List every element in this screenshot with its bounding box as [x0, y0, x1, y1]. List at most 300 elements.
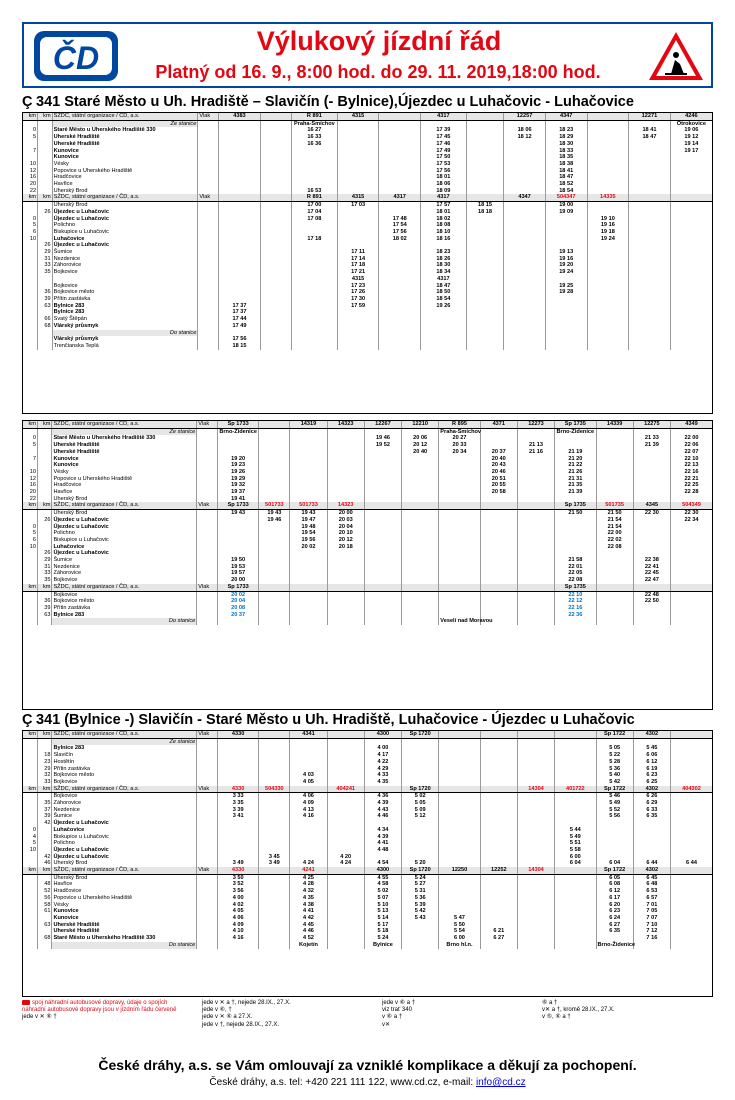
time-cell [439, 888, 480, 895]
time-cell [260, 316, 291, 323]
time-cell [402, 537, 439, 544]
timetable-row [23, 766, 712, 773]
train-number-cell: Sp 1735 [555, 584, 596, 591]
timetable-row [23, 598, 712, 605]
time-cell [633, 489, 670, 496]
time-cell: 4 43 [364, 807, 401, 814]
time-cell: 6 23 [596, 908, 633, 915]
time-cell [337, 134, 379, 141]
time-cell [504, 168, 546, 175]
time-cell [439, 738, 480, 745]
km-cell: km [23, 421, 37, 428]
train-label-cell [198, 289, 219, 296]
time-cell [364, 854, 401, 861]
time-cell: 5 52 [596, 807, 633, 814]
time-cell [439, 874, 480, 881]
time-cell: 5 42 [596, 779, 633, 786]
station-cell: Bylnice 283 [52, 309, 198, 316]
train-number-cell: 504349 [670, 502, 712, 509]
station-cell: Záhorovice [52, 262, 198, 269]
train-number-cell [290, 786, 327, 793]
time-cell [259, 942, 290, 949]
train-label-cell [198, 249, 219, 256]
time-cell [629, 202, 671, 209]
time-cell [259, 577, 290, 584]
time-cell [439, 570, 480, 577]
time-cell [291, 154, 337, 161]
time-cell: 22 21 [670, 476, 712, 483]
time-cell [466, 242, 503, 249]
time-cell [670, 276, 712, 283]
km-cell [37, 442, 51, 449]
km-cell: km [23, 584, 37, 591]
time-cell [327, 745, 364, 752]
time-cell [327, 772, 364, 779]
km-cell: km [37, 786, 51, 793]
time-cell: 20 12 [327, 537, 364, 544]
time-cell: Praha-Smíchov [440, 428, 482, 435]
time-cell [555, 435, 596, 442]
timetable-row [23, 570, 712, 577]
time-cell [364, 482, 401, 489]
time-cell [217, 752, 258, 759]
time-cell [217, 537, 258, 544]
timetable-row [23, 428, 712, 435]
time-cell [517, 598, 554, 605]
train-number-cell: 12275 [633, 421, 670, 428]
time-cell [504, 181, 546, 188]
time-cell [555, 902, 596, 909]
train-number-cell: Sp 1735 [555, 502, 596, 509]
time-cell [670, 738, 712, 745]
time-cell [421, 242, 467, 249]
time-cell [670, 537, 712, 544]
train-label-cell [198, 222, 219, 229]
km-cell: 0 [32, 826, 36, 833]
km-cell [23, 309, 38, 316]
train-label-cell [198, 181, 219, 188]
time-cell [402, 834, 439, 841]
train-label-cell [197, 800, 218, 807]
time-cell: 5 09 [402, 807, 439, 814]
time-cell: 22 50 [633, 598, 670, 605]
time-cell [466, 168, 503, 175]
train-number-cell: 14304 [517, 867, 554, 874]
timetable-row [23, 209, 712, 216]
time-cell [587, 256, 629, 263]
time-cell [364, 550, 401, 557]
time-cell: 7 10 [633, 922, 670, 929]
train-number-cell [402, 502, 439, 509]
time-cell [219, 296, 261, 303]
time-cell: 19 57 [217, 570, 258, 577]
timetable-row [23, 469, 712, 476]
train-label-cell [198, 316, 219, 323]
station-cell: Záhorovice [52, 800, 197, 807]
time-cell: 19 56 [290, 537, 327, 544]
time-cell [259, 496, 290, 503]
time-cell [290, 745, 327, 752]
train-label-cell [197, 779, 218, 786]
train-label-cell [197, 550, 218, 557]
train-number-cell [327, 867, 364, 874]
time-cell: 4 22 [364, 759, 401, 766]
time-cell [402, 530, 439, 537]
station-cell: Luhačovice [52, 236, 198, 243]
time-cell [629, 289, 671, 296]
time-cell [587, 303, 629, 310]
time-cell [545, 336, 587, 343]
timetable-row [23, 168, 712, 175]
time-cell [480, 908, 517, 915]
time-cell [290, 564, 327, 571]
train-label-cell [197, 928, 218, 935]
timetable-row [23, 336, 712, 343]
time-cell [364, 564, 401, 571]
time-cell [670, 618, 712, 625]
time-cell: 7 12 [633, 928, 670, 935]
legend-item: jede v ✕ ⑥ a 27.X. [202, 1014, 253, 1021]
train-label-cell [197, 517, 218, 524]
time-cell [545, 120, 587, 127]
time-cell: 22 41 [633, 564, 670, 571]
train-label-cell [198, 303, 219, 310]
km-cell [38, 216, 53, 223]
time-cell: 20 40 [480, 456, 517, 463]
time-cell: 17 21 [337, 269, 379, 276]
time-cell: Brno-Židenice [556, 428, 595, 435]
time-cell [421, 120, 467, 127]
km-cell [37, 591, 51, 598]
station-cell: Uherské Hradiště [52, 141, 198, 148]
time-cell: 5 51 [555, 840, 596, 847]
time-cell [364, 618, 401, 625]
time-cell [517, 550, 554, 557]
time-cell [260, 336, 291, 343]
time-cell [629, 276, 671, 283]
time-cell [337, 174, 379, 181]
km-cell [23, 881, 37, 888]
time-cell [337, 168, 379, 175]
time-cell: 20 51 [480, 476, 517, 483]
station-cell: Polichno [52, 222, 198, 229]
station-cell: Biskupice u Luhačovic [52, 834, 197, 841]
time-cell [379, 343, 421, 350]
time-cell [504, 256, 546, 263]
time-cell: 4 02 [217, 902, 258, 909]
km-cell: km [23, 194, 38, 201]
train-label-cell [198, 120, 219, 127]
time-cell [439, 530, 480, 537]
km-cell: 26 [38, 209, 53, 216]
time-cell: 20 10 [327, 530, 364, 537]
km-cell: km [37, 421, 51, 428]
time-cell [259, 888, 290, 895]
time-cell: 18 26 [421, 256, 467, 263]
station-cell: Újezdec u Luhačovic [52, 847, 197, 854]
time-cell: 20 43 [480, 462, 517, 469]
train-number-cell: Sp 1733 [217, 584, 258, 591]
time-cell [670, 807, 712, 814]
station-cell: Vésky [52, 161, 198, 168]
time-cell: 20 02 [217, 591, 258, 598]
time-cell [480, 922, 517, 929]
time-cell [219, 249, 261, 256]
time-cell [402, 456, 439, 463]
time-cell: 4315 [337, 276, 379, 283]
time-cell [291, 161, 337, 168]
time-cell [466, 216, 503, 223]
time-cell: 19 29 [217, 476, 258, 483]
station-cell: Uherské Hradiště [52, 449, 197, 456]
legend-item: v ⑤, ⑥ a † [542, 1014, 571, 1021]
km-cell [37, 840, 51, 847]
time-cell: 3 49 [259, 860, 290, 867]
time-cell: 7 07 [633, 915, 670, 922]
km-cell [37, 489, 51, 496]
time-cell: 17 44 [219, 316, 261, 323]
time-cell [402, 922, 439, 929]
time-cell [290, 476, 327, 483]
train-label-cell [197, 510, 218, 517]
time-cell: 20 04 [217, 598, 258, 605]
time-cell: 17 08 [291, 216, 337, 223]
time-cell: 18 06 [504, 127, 546, 134]
time-cell: 22 07 [670, 449, 712, 456]
time-cell [670, 323, 712, 330]
time-cell [466, 141, 503, 148]
time-cell [670, 309, 712, 316]
time-cell [219, 148, 261, 155]
timetable-row [23, 738, 712, 745]
cd-logo-icon [32, 29, 120, 83]
time-cell [670, 256, 712, 263]
time-cell [402, 745, 439, 752]
km-cell: 42 [37, 854, 51, 861]
train-number-cell: 401722 [555, 786, 596, 793]
time-cell [596, 827, 633, 834]
time-cell [629, 141, 671, 148]
timetable-row [23, 942, 712, 949]
time-cell [379, 262, 421, 269]
km-cell: 33 [37, 779, 51, 786]
time-cell [555, 888, 596, 895]
km-cell: 61 [37, 908, 51, 915]
time-cell [439, 456, 480, 463]
station-cell: Kunovice [52, 456, 197, 463]
email-link[interactable]: info@cd.cz [475, 1077, 526, 1088]
station-cell: Uherské Hradiště [52, 922, 197, 929]
km-cell: 31 [37, 564, 51, 571]
time-cell [596, 456, 633, 463]
time-cell [555, 928, 596, 935]
time-cell [259, 759, 290, 766]
time-cell [466, 343, 503, 350]
timetable-row [23, 222, 712, 229]
time-cell [587, 276, 629, 283]
time-cell: 6 00 [439, 935, 480, 942]
time-cell [480, 942, 517, 949]
time-cell: 5 17 [364, 922, 401, 929]
train-label-cell [198, 262, 219, 269]
time-cell: 21 20 [555, 456, 596, 463]
time-cell [337, 229, 379, 236]
time-cell [670, 550, 712, 557]
time-cell [587, 202, 629, 209]
time-cell [337, 309, 379, 316]
time-cell [439, 793, 480, 800]
time-cell [670, 154, 712, 161]
km-cell [37, 469, 51, 476]
time-cell [555, 881, 596, 888]
time-cell: 7 16 [633, 935, 670, 942]
time-cell [596, 469, 633, 476]
km-cell [23, 276, 38, 283]
timetable-header-row [23, 194, 712, 201]
timetable-row [23, 530, 712, 537]
timetable-row [23, 807, 712, 814]
time-cell [379, 336, 421, 343]
train-label-cell: Vlak [198, 194, 219, 201]
km-cell [23, 570, 37, 577]
time-cell [327, 591, 364, 598]
station-cell: Újezdec u Luhačovic [52, 517, 197, 524]
time-cell [402, 524, 439, 531]
station-cell: Vésky [52, 902, 197, 909]
time-cell [633, 530, 670, 537]
time-cell [379, 269, 421, 276]
time-cell [596, 612, 633, 619]
km-cell: 26 [37, 517, 51, 524]
train-label-cell [197, 564, 218, 571]
train-number-cell [364, 786, 401, 793]
time-cell [480, 854, 517, 861]
time-cell [219, 181, 261, 188]
time-cell [259, 476, 290, 483]
time-cell [402, 618, 439, 625]
time-cell [555, 807, 596, 814]
station-cell: Ze stanice [52, 428, 197, 435]
timetable-header-row [23, 786, 712, 793]
time-cell [259, 618, 290, 625]
time-cell [466, 188, 503, 195]
train-number-cell: 4330 [217, 731, 258, 738]
time-cell [260, 148, 291, 155]
train-number-cell [259, 731, 290, 738]
time-cell [379, 120, 421, 127]
time-cell [480, 570, 517, 577]
time-cell [596, 428, 633, 435]
km-cell [23, 800, 37, 807]
time-cell [290, 612, 327, 619]
time-cell [587, 181, 629, 188]
time-cell: 20 33 [439, 442, 480, 449]
time-cell [439, 881, 480, 888]
timetable-row [23, 148, 712, 155]
rail-icon: Ç [22, 94, 33, 110]
station-cell: Staré Město u Uherského Hradiště 330 [52, 127, 198, 134]
train-number-cell [596, 584, 633, 591]
km-cell [23, 908, 37, 915]
time-cell [480, 745, 517, 752]
time-cell: 17 23 [337, 283, 379, 290]
time-cell [517, 772, 554, 779]
km-cell [23, 269, 38, 276]
time-cell: 18 15 [466, 202, 503, 209]
time-cell [327, 449, 364, 456]
time-cell: 18 12 [504, 134, 546, 141]
time-cell [504, 188, 546, 195]
time-cell [670, 827, 712, 834]
time-cell [379, 276, 421, 283]
timetable-row [23, 902, 712, 909]
station-cell: Vésky [52, 469, 197, 476]
train-label-cell [198, 148, 219, 155]
time-cell [587, 127, 629, 134]
km-cell: 10 [29, 846, 36, 853]
time-cell [629, 249, 671, 256]
time-cell [670, 262, 712, 269]
timetable-header-row [23, 584, 712, 591]
km-cell: 10 [29, 235, 37, 242]
train-label-cell [198, 202, 219, 209]
km-cell: 29 [38, 249, 53, 256]
station-cell: Trenčianska Teplá [52, 343, 198, 350]
time-cell [327, 942, 364, 949]
km-cell [37, 847, 51, 854]
train-number-cell [290, 584, 327, 591]
time-cell [217, 834, 258, 841]
time-cell: 20 06 [402, 435, 439, 442]
time-cell [439, 745, 480, 752]
km-cell: 63 [38, 303, 53, 310]
time-cell [670, 612, 712, 619]
time-cell [259, 793, 290, 800]
time-cell [337, 316, 379, 323]
time-cell: 5 10 [364, 902, 401, 909]
time-cell [259, 908, 290, 915]
legend-item: v✕ [382, 1021, 391, 1028]
time-cell [259, 915, 290, 922]
time-cell [480, 496, 517, 503]
time-cell [260, 222, 291, 229]
time-cell [439, 908, 480, 915]
time-cell [337, 127, 379, 134]
time-cell [290, 827, 327, 834]
time-cell [364, 544, 401, 551]
time-cell [596, 449, 633, 456]
time-cell [439, 772, 480, 779]
time-cell [402, 557, 439, 564]
time-cell: 18 23 [545, 127, 587, 134]
time-cell [364, 517, 401, 524]
time-cell [596, 476, 633, 483]
time-cell [402, 428, 439, 435]
time-cell [219, 127, 261, 134]
time-cell [217, 820, 258, 827]
time-cell [402, 935, 439, 942]
time-cell [504, 330, 546, 337]
time-cell [596, 738, 633, 745]
train-label-cell [198, 141, 219, 148]
train-label-cell [197, 557, 218, 564]
timetable-header-row [23, 867, 712, 874]
time-cell [504, 154, 546, 161]
svg-text:ČD: ČD [52, 40, 100, 76]
km-cell [38, 202, 53, 209]
km-cell [23, 591, 37, 598]
time-cell: 5 44 [555, 827, 596, 834]
